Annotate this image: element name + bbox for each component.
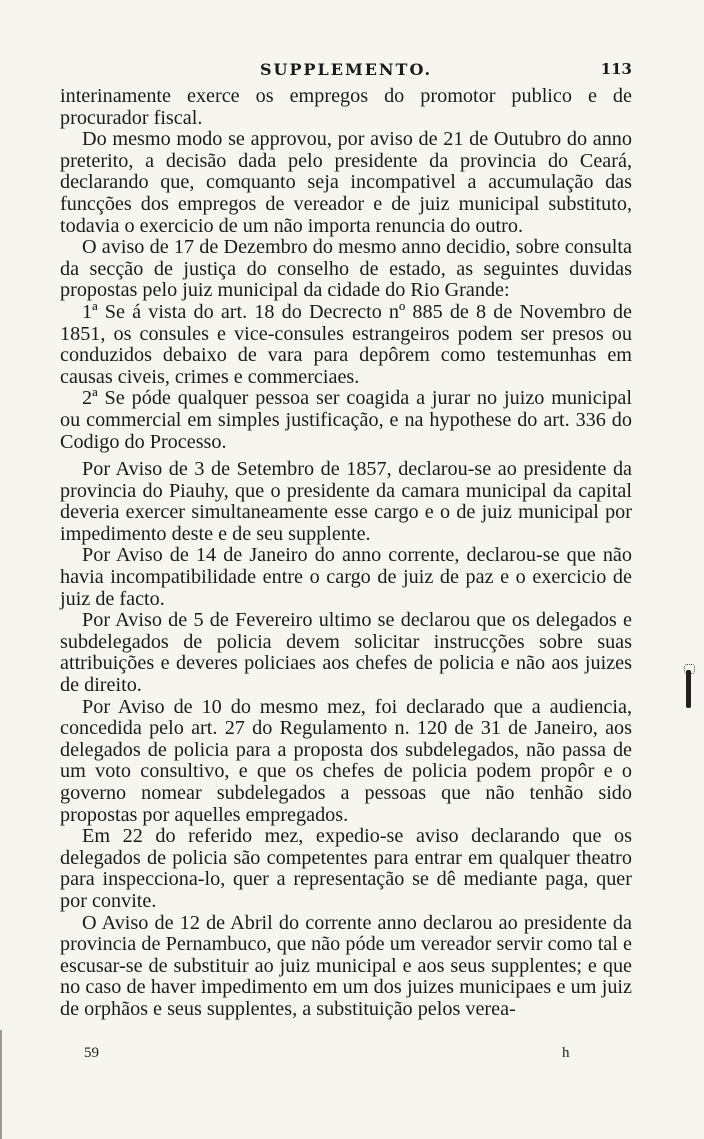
margin-ink-mark: [686, 670, 691, 708]
paragraph: O aviso de 17 de Dezembro do mesmo anno decidio, sobre consulta da secção de justiça do conselho de estado, as seguintes duvidas propostas pelo juiz municipal da cidade do Rio Grande:: [60, 236, 632, 302]
paragraph: Em 22 do referido mez, expedio-se aviso declarando que os delegados de policia são competentes para entrar em qualquer theatro para inspecciona-lo, quer a representação se dê mediante paga, quer por convite.: [60, 825, 632, 912]
paragraph: interinamente exerce os empregos do promotor publico e de procurador fiscal.: [60, 85, 632, 129]
paragraph: Por Aviso de 5 de Fevereiro ultimo se declarou que os delegados e subdelegados de policia devem solicitar instrucções sobre suas attribuições e deveres policiaes aos chefes de policia e não aos juizes de direito.: [60, 609, 632, 697]
signature-letter: h: [562, 1045, 570, 1061]
page-edge-shadow: [0, 1030, 2, 1139]
body-text: [60, 86, 632, 1021]
running-title: SUPPLEMENTO.: [259, 60, 433, 79]
paragraph: 1ª Se á vista do art. 18 do Decrecto nº 885 de 8 de Novembro de 1851, os consules e vice-consules estrangeiros podem ser presos ou conduzidos debaixo de vara para depôrem como testemunhas em causas civeis, crimes e commerciaes.: [60, 300, 632, 388]
page-number: 113: [600, 60, 632, 78]
paragraph: 2ª Se póde qualquer pessoa ser coagida a jurar no juizo municipal ou commercial em simples justificação, e na hypothese do art. 336 do Codigo do Processo.: [60, 387, 632, 453]
paragraph: Por Aviso de 10 do mesmo mez, foi declarado que a audiencia, concedida pelo art. 27 do Regulamento n. 120 de 31 de Janeiro, aos delegados de policia para a proposta dos subdelegados, não passa de um voto consultivo, e que os chefes de policia podem propôr e o governo nomear subdelegados a pessoas que não tenhão sido propostas por aquelles empregados.: [60, 695, 632, 826]
paragraph: Por Aviso de 14 de Janeiro do anno corrente, declarou-se que não havia incompatibilidade entre o cargo de juiz de paz e o exercicio de juiz de facto.: [60, 544, 632, 610]
signature-number: 59: [84, 1045, 99, 1061]
page-header: [60, 60, 632, 82]
paragraph: Por Aviso de 3 de Setembro de 1857, declarou-se ao presidente da provincia do Piauhy, que o presidente da camara municipal da capital deveria exercer simultaneamente esse cargo e o de juiz municipal por impedimento deste e de seu supplente.: [60, 458, 632, 545]
page-footer: [60, 1045, 632, 1065]
paragraph: O Aviso de 12 de Abril do corrente anno declarou ao presidente da provincia de Pernambuco, que não póde um vereador servir como tal e escusar-se de substituir ao juiz municipal e aos seus supplentes; e que no caso de haver impedimento em um dos juizes municipaes e um juiz de orphãos e seus supplentes, a substituição pelos verea-: [60, 911, 632, 1020]
paragraph: Do mesmo modo se approvou, por aviso de 21 de Outubro do anno preterito, a decisão dada pelo presidente da provincia do Ceará, declarando que, comquanto seja incompativel a accumulação das funcções dos empregos de vereador e de juiz municipal substituto, todavia o exercicio de um não importa renuncia do outro.: [60, 128, 632, 237]
